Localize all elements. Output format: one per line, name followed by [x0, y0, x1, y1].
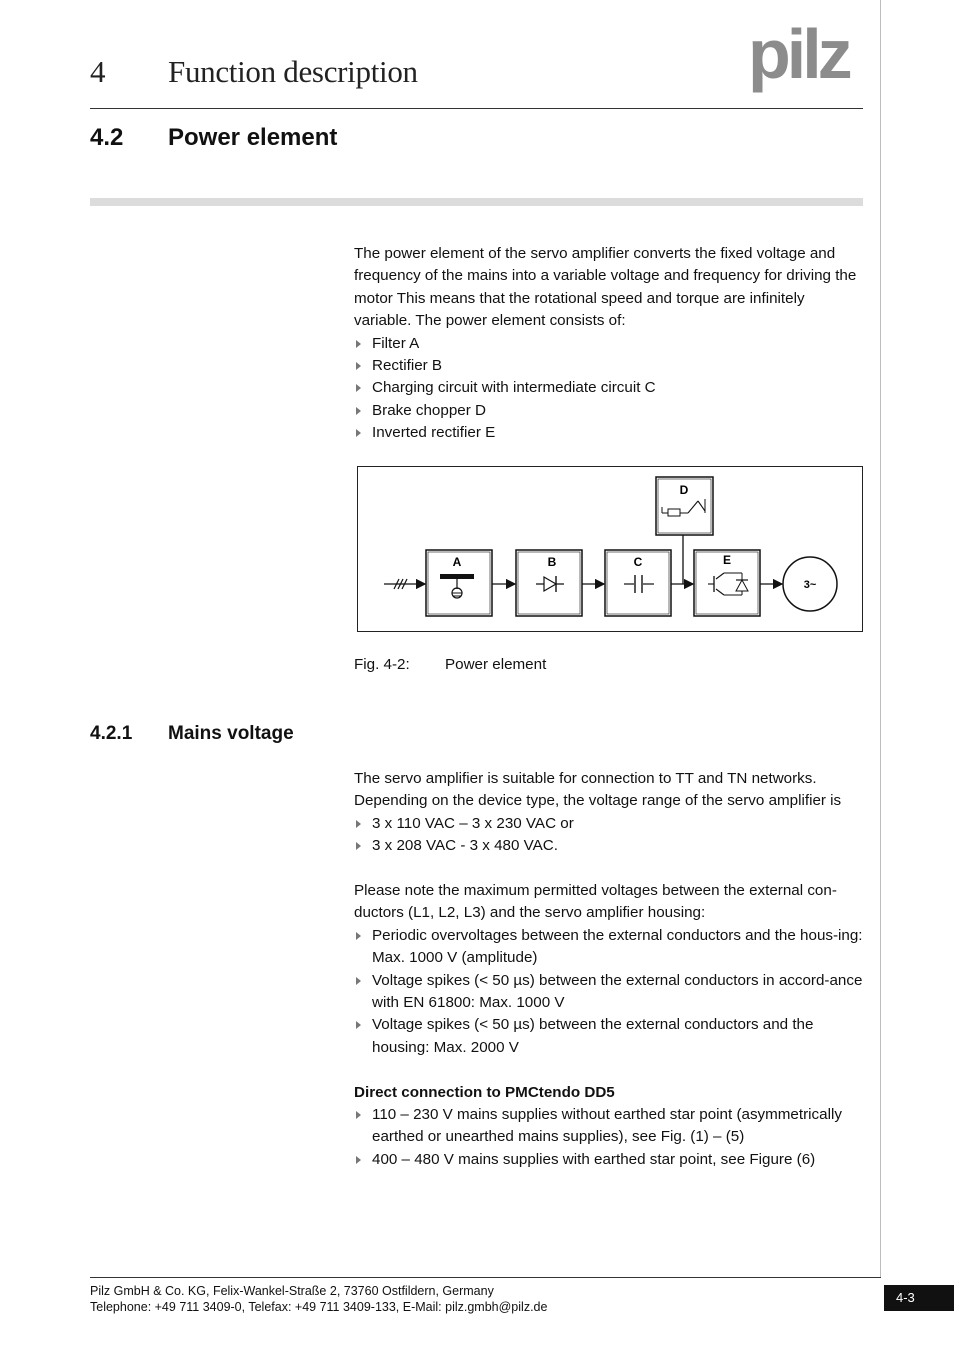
brake-chopper-block-d: [656, 477, 713, 535]
logo-text: pilz: [748, 22, 849, 93]
block-e-label: E: [722, 553, 732, 567]
list-item: 3 x 110 VAC – 3 x 230 VAC or: [354, 813, 866, 835]
figure-caption-number: Fig. 4-2:: [354, 656, 410, 673]
intermediate-circuit-block-c: [605, 550, 671, 616]
diagram-svg: [358, 467, 862, 631]
list-item: Periodic overvoltages between the external conductors and the hous-ing: Max. 1000 V (amplitude): [354, 925, 866, 970]
block-a-label: A: [452, 555, 462, 569]
spacer: [354, 1059, 866, 1081]
spacer: [354, 858, 866, 880]
header-rule: [90, 108, 863, 109]
section-number: 4.2: [90, 124, 124, 151]
list-item: 110 – 230 V mains supplies without earthed star point (asymmetrically earthed or unearthed mains supplies), see Fig. (1) – (5): [354, 1104, 866, 1149]
footer-address: Pilz GmbH & Co. KG, Felix-Wankel-Straße 2, 73760 Ostfildern, Germany: [90, 1284, 494, 1298]
subsection-number: 4.2.1: [90, 723, 133, 744]
subsection-title: Mains voltage: [168, 723, 294, 744]
power-element-diagram: [357, 466, 863, 632]
pilz-logo: [746, 22, 868, 98]
intro-paragraph: The power element of the servo amplifier converts the fixed voltage and frequency of the mains into a variable voltage and frequency for driving the motor This means that the rotational speed and torque are infinitely variable. The power element consists of:: [354, 245, 857, 330]
block-c-label: C: [633, 555, 643, 569]
block-d-label: D: [679, 483, 689, 497]
footer: [90, 1283, 547, 1315]
chapter-number: 4: [90, 54, 106, 89]
footer-contact: Telephone: +49 711 3409-0, Telefax: +49 711 3409-133, E-Mail: pilz.gmbh@pilz.de: [90, 1300, 548, 1314]
list-item: Brake chopper D: [354, 400, 866, 422]
paragraph: Please note the maximum permitted voltages between the external con-ductors (L1, L2, L3) and the servo amplifier housing:: [354, 882, 837, 922]
filter-block-a: [426, 550, 492, 616]
power-element-intro: [354, 243, 866, 445]
page-right-margin-rule: [880, 0, 881, 1278]
direct-connection-heading: Direct connection to PMCtendo DD5: [354, 1083, 615, 1101]
list-item: 3 x 208 VAC - 3 x 480 VAC.: [354, 835, 866, 857]
rectifier-block-b: [516, 550, 582, 616]
list-item: Inverted rectifier E: [354, 422, 866, 444]
motor-label: 3~: [803, 579, 817, 591]
list-item: Filter A: [354, 333, 866, 355]
page-number: 4-3: [884, 1285, 954, 1311]
list-item: Charging circuit with intermediate circuit C: [354, 377, 866, 399]
mains-voltage-body: [354, 768, 866, 1171]
paragraph: The servo amplifier is suitable for connection to TT and TN networks. Depending on the device type, the voltage range of the servo amplifier is: [354, 770, 842, 810]
chapter-title: Function description: [168, 54, 418, 89]
list-item: Voltage spikes (< 50 µs) between the external conductors in accord-ance with EN 61800: Max. 1000 V: [354, 970, 866, 1015]
section-band: [90, 198, 863, 206]
section-title: Power element: [168, 124, 338, 151]
motor-symbol: [783, 557, 837, 611]
figure-caption-text: Power element: [445, 656, 547, 673]
inverter-block-e: [694, 550, 760, 616]
list-item: 400 – 480 V mains supplies with earthed star point, see Figure (6): [354, 1149, 866, 1171]
footer-rule: [90, 1277, 881, 1278]
list-item: Rectifier B: [354, 355, 866, 377]
list-item: Voltage spikes (< 50 µs) between the external conductors and the housing: Max. 2000 V: [354, 1014, 866, 1059]
block-b-label: B: [547, 555, 557, 569]
